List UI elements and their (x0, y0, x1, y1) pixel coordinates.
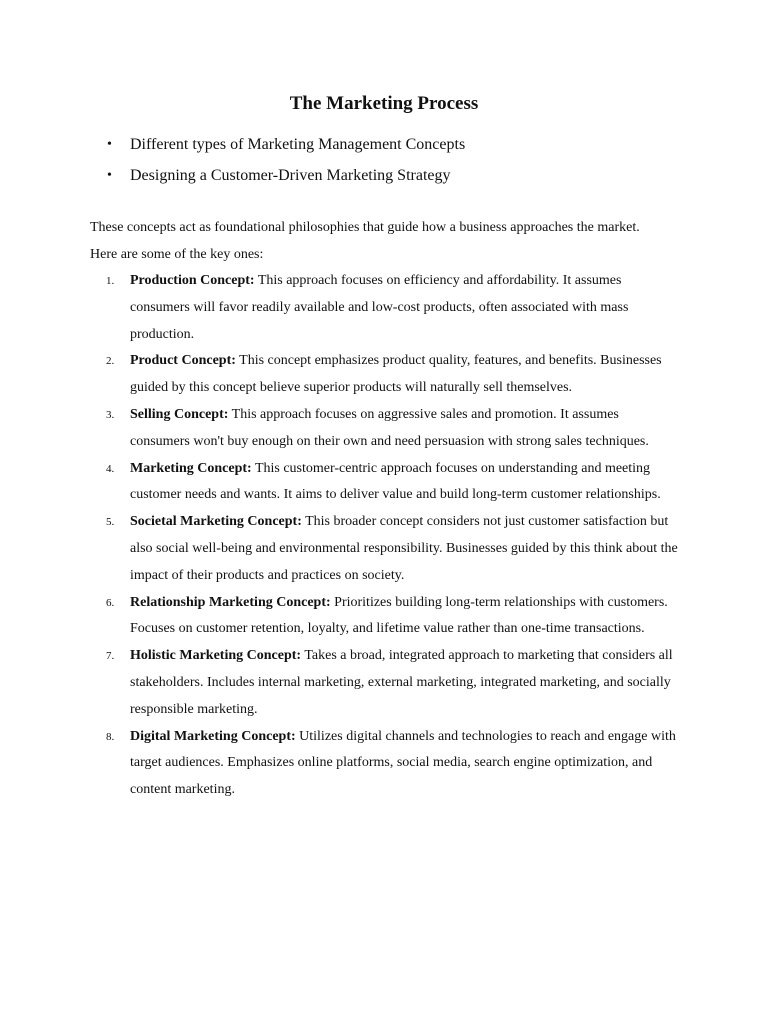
concept-item (0, 643, 682, 723)
concept-term: Production Concept: (130, 273, 255, 288)
concept-description: This concept emphasizes product quality, features, and benefits. Businesses guided by this concept believe superior products will naturally sell themselves. (130, 353, 662, 396)
concept-number: 7. (106, 650, 115, 663)
bullet-item (104, 160, 465, 191)
concept-item (0, 456, 682, 510)
concept-term: Marketing Concept: (130, 460, 252, 476)
concept-description: Prioritizes building long-term relationships with customers. Focuses on customer retention, loyalty, and lifetime value rather than one-time transactions. (130, 594, 668, 637)
concept-number: 1. (106, 275, 115, 287)
concept-description: Takes a broad, integrated approach to marketing that considers all stakeholders. Includes internal marketing, external marketing, integrated marketing, and socially responsible marketing. (130, 648, 673, 717)
intro-paragraph: These concepts act as foundational philosophies that guide how a business approaches the market. Here are some of the key ones: (90, 220, 640, 262)
concept-description: This approach focuses on aggressive sales and promotion. It assumes consumers won't buy enough on their own and need persuasion with strong sales techniques. (130, 406, 649, 449)
concept-description: This customer-centric approach focuses on understanding and meeting customer needs and wants. It aims to deliver value and build long-term customer relationships. (130, 460, 661, 503)
bullet-dot-icon: • (107, 168, 112, 183)
concept-item (0, 590, 682, 644)
bullet-text: Designing a Customer-Driven Marketing Strategy (130, 167, 451, 184)
bullet-list (104, 129, 465, 191)
concept-number: 3. (106, 408, 115, 421)
concept-description: Utilizes digital channels and technologies to reach and engage with target audiences. Emphasizes online platforms, social media, search engine optimization, and content marketing. (130, 728, 676, 798)
concept-item (0, 402, 682, 456)
concept-number: 6. (106, 596, 115, 609)
bullet-dot-icon: • (107, 137, 112, 152)
concept-list (0, 268, 682, 804)
concept-term: Holistic Marketing Concept: (130, 648, 302, 664)
bullet-item (104, 129, 465, 160)
page-title: The Marketing Process (289, 93, 479, 114)
concept-item (0, 724, 682, 804)
concept-term: Digital Marketing Concept: (130, 728, 296, 744)
concept-number: 2. (106, 355, 115, 368)
concept-item (0, 268, 682, 348)
bullet-text: Different types of Marketing Management Concepts (130, 136, 466, 153)
concept-number: 4. (106, 462, 115, 475)
concept-item (0, 348, 682, 402)
concept-term: Selling Concept: (130, 406, 229, 422)
concept-term: Relationship Marketing Concept: (130, 594, 331, 610)
concept-number: 8. (106, 730, 115, 743)
concept-item (0, 509, 682, 589)
concept-description: This approach focuses on efficiency and affordability. It assumes consumers will favor readily available and low-cost products, often associated with mass production. (130, 273, 629, 342)
concept-term: Societal Marketing Concept: (130, 514, 302, 530)
concept-term: Product Concept: (130, 353, 236, 369)
concept-description: This broader concept considers not just customer satisfaction but also social well-being and environmental responsibility. Businesses guided by this think about the impact of their products and practices on society. (130, 514, 678, 583)
concept-number: 5. (106, 516, 115, 529)
